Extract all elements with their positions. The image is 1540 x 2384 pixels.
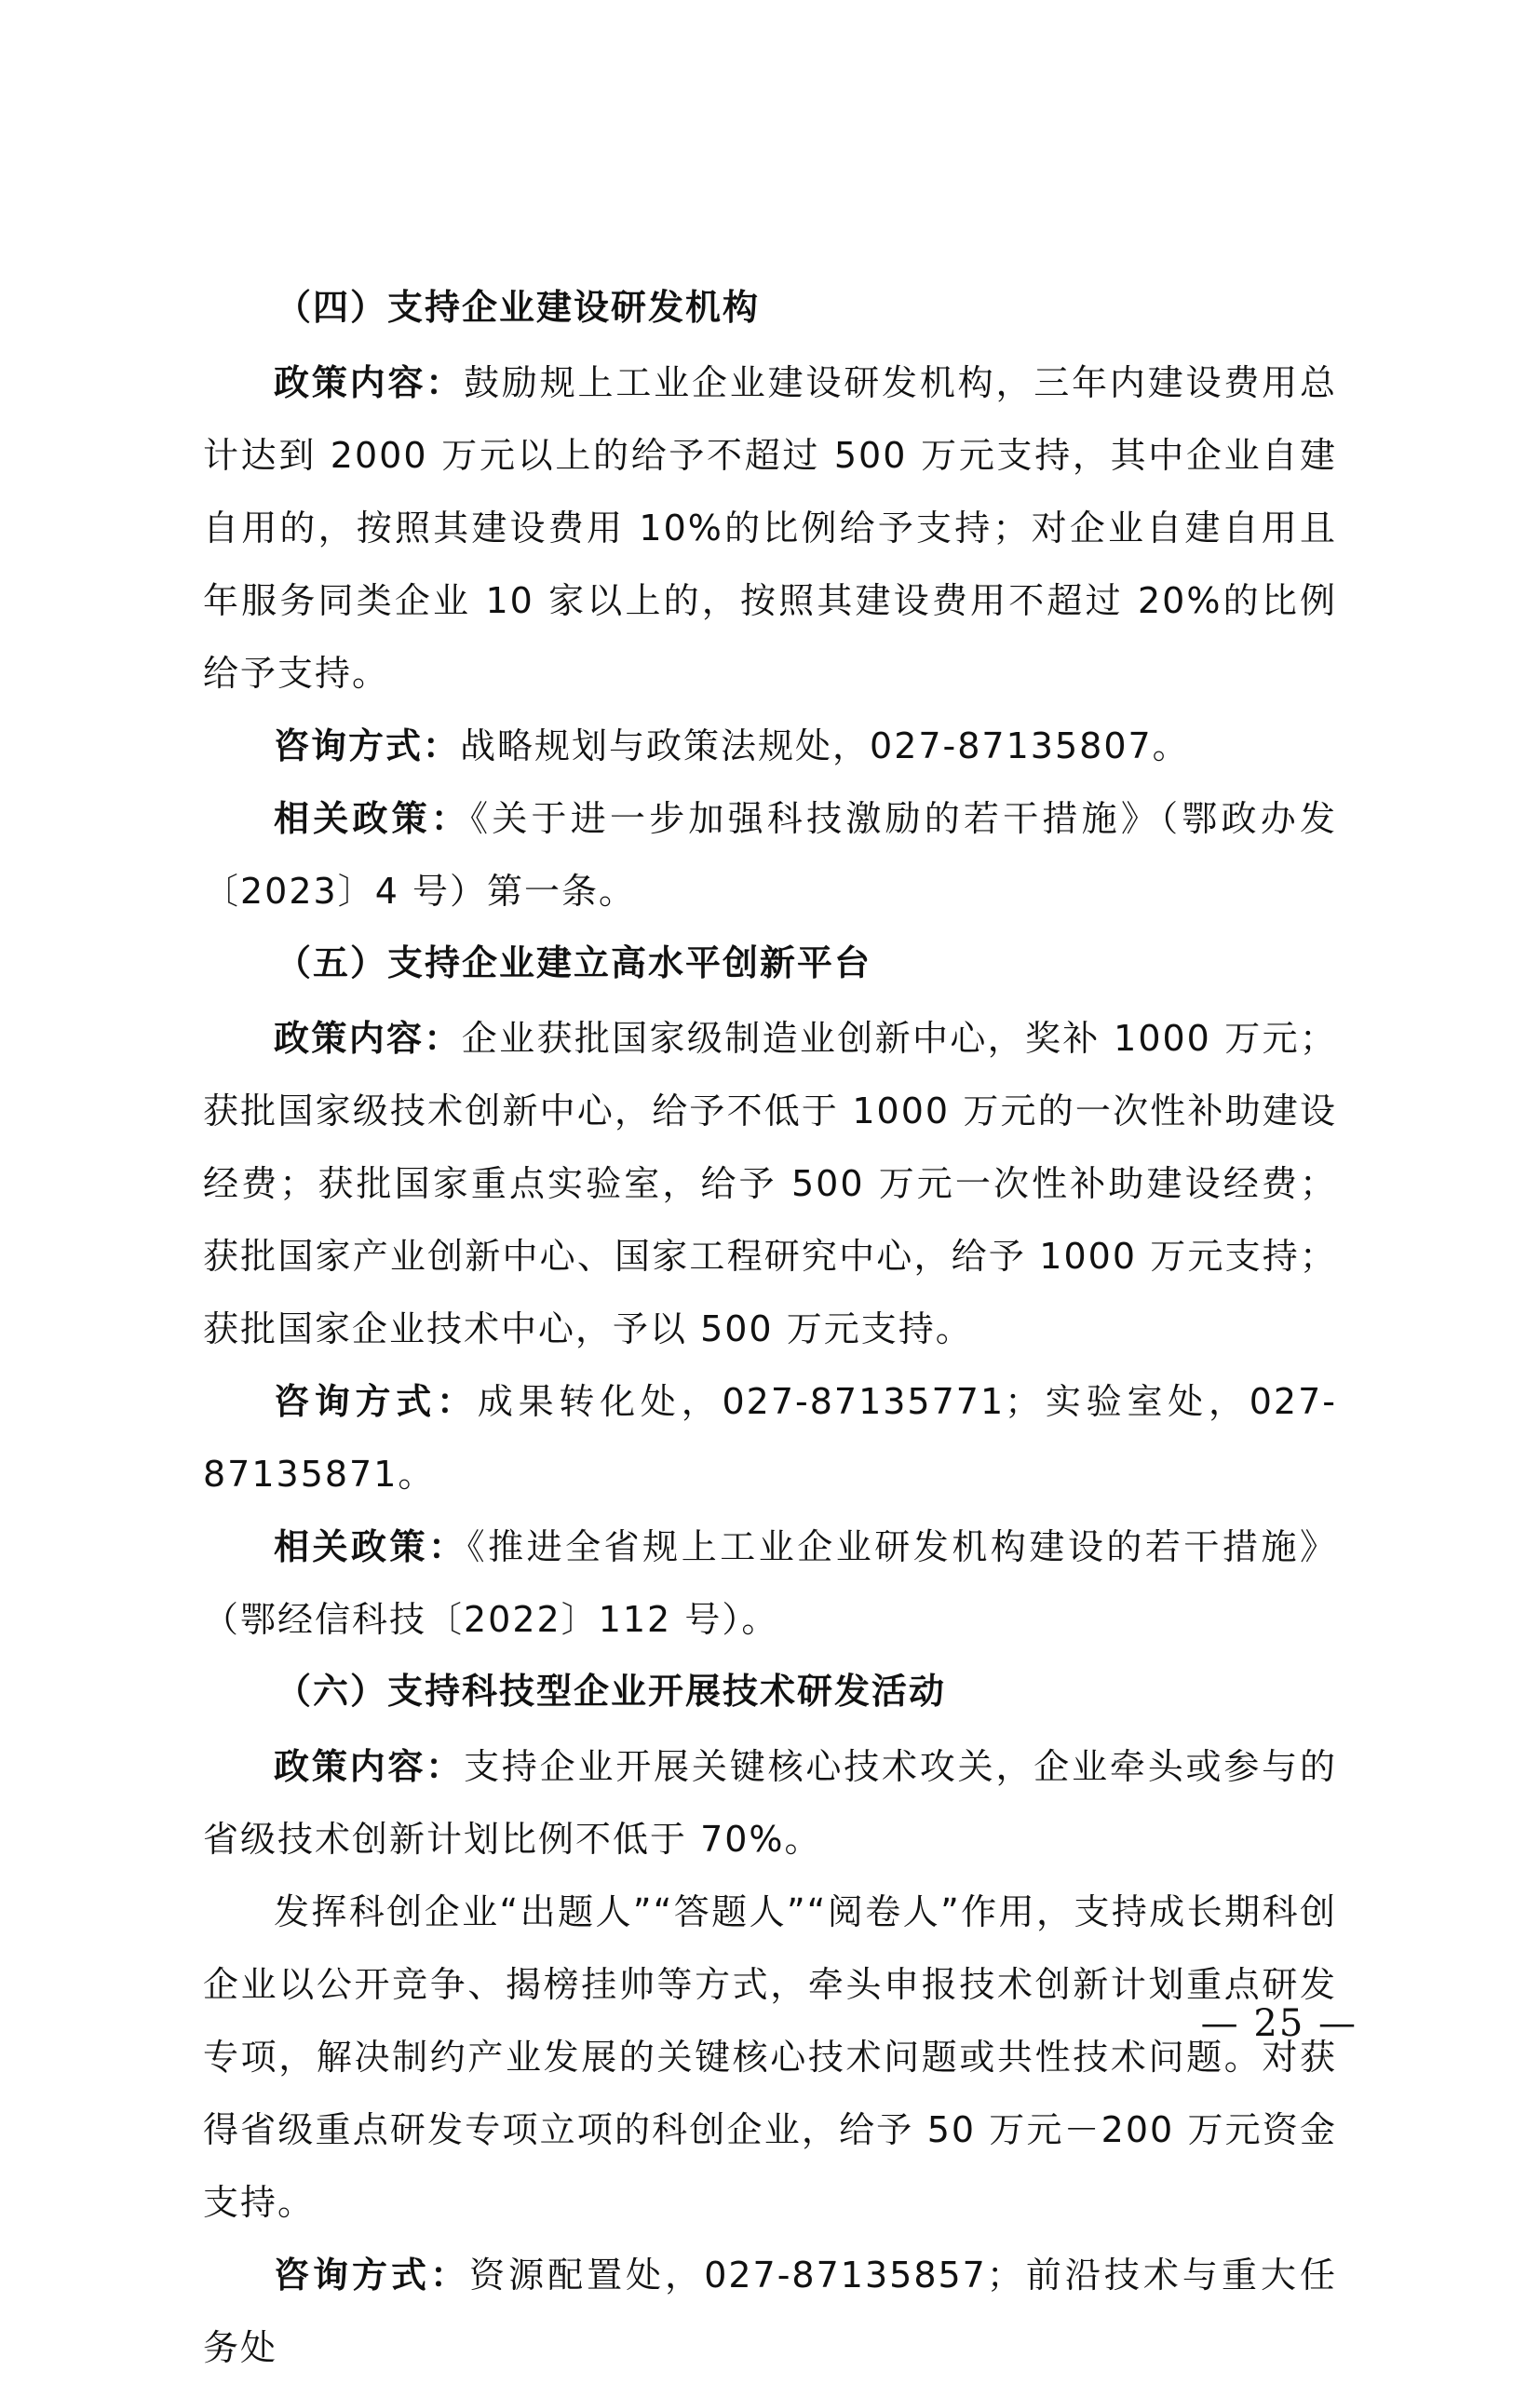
policy-content-text: 企业获批国家级制造业创新中心，奖补 1000 万元；获批国家级技术创新中心，给予不低于 1000 万元的一次性补助建设经费；获批国家重点实验室，给予 500 万元一次性补助建设经费；获批国家产业创新中心、国家工程研究中心，给予 1000 万元支持；获批国家企业技术中心，予以 500 万元支持。 — [203, 1018, 1337, 1349]
contact-text: 资源配置处，027-87135857；前沿技术与重大任务处 — [203, 2255, 1337, 2368]
contact-text: 成果转化处，027-87135771；实验室处，027-87135871。 — [203, 1381, 1337, 1495]
section-heading-4: （四）支持企业建设研发机构 — [276, 287, 761, 328]
policy-content-label: 政策内容： — [274, 362, 465, 403]
section-heading-5: （五）支持企业建立高水平创新平台 — [276, 942, 872, 983]
related-policy-4 — [203, 782, 1337, 928]
policy-extra-6: 发挥科创企业“出题人”“答题人”“阅卷人”作用，支持成长期科创企业以公开竞争、揭榜挂帅等方式，牵头申报技术创新计划重点研发专项，解决制约产业发展的关键核心技术问题或共性技术问题。对获得省级重点研发专项立项的科创企业，给予 50 万元－200 万元资金支持。 — [203, 1891, 1337, 2223]
contact-label: 咨询方式： — [274, 725, 461, 766]
policy-content-label: 政策内容： — [274, 1746, 465, 1787]
contact-info-6 — [203, 2239, 1337, 2384]
policy-content-text: 鼓励规上工业企业建设研发机构，三年内建设费用总计达到 2000 万元以上的给予不超过 500 万元支持，其中企业自建自用的，按照其建设费用 10%的比例给予支持；对企业自建自用且年服务同类企业 10 家以上的，按照其建设费用不超过 20%的比例给予支持。 — [203, 362, 1337, 694]
related-policy-text: 《关于进一步加强科技激励的若干措施》（鄂政办发〔2023〕4 号）第一条。 — [203, 798, 1337, 912]
related-policy-text: 《推进全省规上工业企业研发机构建设的若干措施》（鄂经信科技〔2022〕112 号）。 — [203, 1526, 1337, 1640]
related-policy-label: 相关政策： — [274, 1526, 467, 1567]
related-policy-5 — [203, 1510, 1337, 1656]
policy-content-text: 支持企业开展关键核心技术攻关，企业牵头或参与的省级技术创新计划比例不低于 70%。 — [203, 1746, 1337, 1860]
contact-info-4 — [203, 710, 1337, 782]
related-policy-label: 相关政策： — [274, 798, 471, 839]
contact-label: 咨询方式： — [274, 2255, 470, 2296]
page-number: — 25 — — [1200, 2002, 1358, 2045]
contact-label: 咨询方式： — [274, 1381, 478, 1422]
policy-content-label: 政策内容： — [274, 1018, 462, 1059]
policy-content-4 — [203, 346, 1337, 710]
section-heading-6: （六）支持科技型企业开展技术研发活动 — [276, 1671, 947, 1712]
contact-text: 战略规划与政策法规处，027-87135807。 — [460, 725, 1190, 766]
contact-info-5 — [203, 1365, 1337, 1510]
policy-content-5 — [203, 1002, 1337, 1365]
policy-content-6 — [203, 1730, 1337, 1876]
document-body — [203, 279, 1337, 2384]
